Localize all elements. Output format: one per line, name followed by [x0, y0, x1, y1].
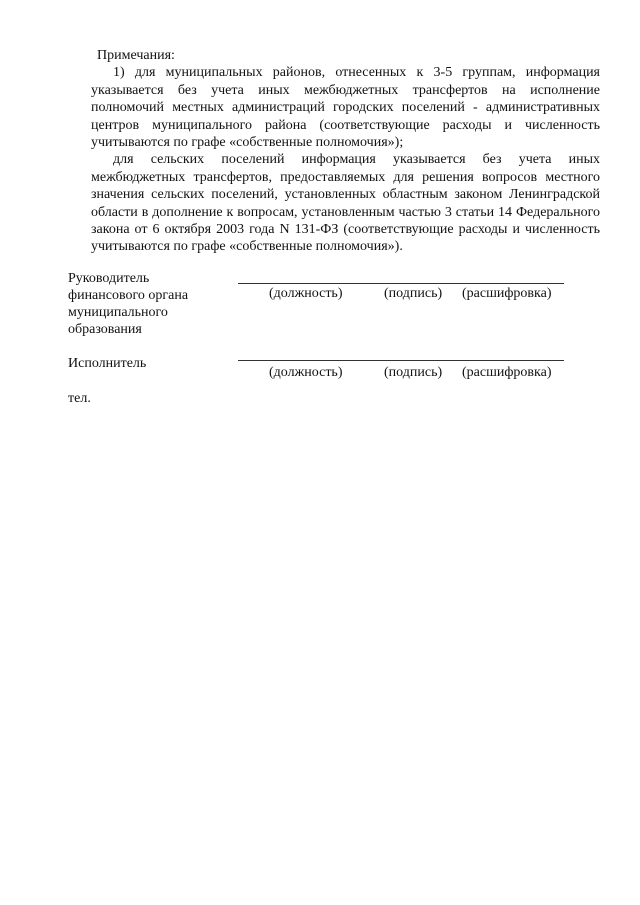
executor-position-caption: (должность)	[269, 365, 343, 380]
head-signature-label: Руководитель финансового органа муниципального образования	[68, 271, 189, 337]
note-paragraph-1: 1) для муниципальных районов, отнесенных к 3-5 группам, информация указывается без учета иных межбюджетных трансфертов на исполнение полномочий местных администраций городских поселений - административных центров муниципального района (соответствующие расходы и численность учитываются по графе «собственные полномочия»);	[91, 65, 600, 151]
head-signature-line	[238, 283, 564, 284]
head-position-caption: (должность)	[269, 286, 343, 301]
notes-heading: Примечания:	[97, 48, 175, 63]
head-decoding-caption: (расшифровка)	[462, 286, 552, 301]
tel-label: тел.	[68, 391, 91, 406]
note-paragraph-2: для сельских поселений информация указывается без учета иных межбюджетных трансфертов, предоставляемых для решения вопросов местного значения сельских поселений, установленных областным законом Ленинградской области в дополнение к вопросам, установленным частью 3 статьи 14 Федерального закона от 6 октября 2003 года N 131-ФЗ (соответствующие расходы и численность учитываются по графе «собственные полномочия»).	[91, 152, 600, 255]
executor-signature-caption: (подпись)	[384, 365, 443, 380]
head-signature-caption: (подпись)	[384, 286, 443, 301]
notes-section	[91, 47, 600, 256]
executor-signature-line	[238, 360, 564, 361]
executor-decoding-caption: (расшифровка)	[462, 365, 552, 380]
executor-signature-label: Исполнитель	[68, 356, 147, 371]
